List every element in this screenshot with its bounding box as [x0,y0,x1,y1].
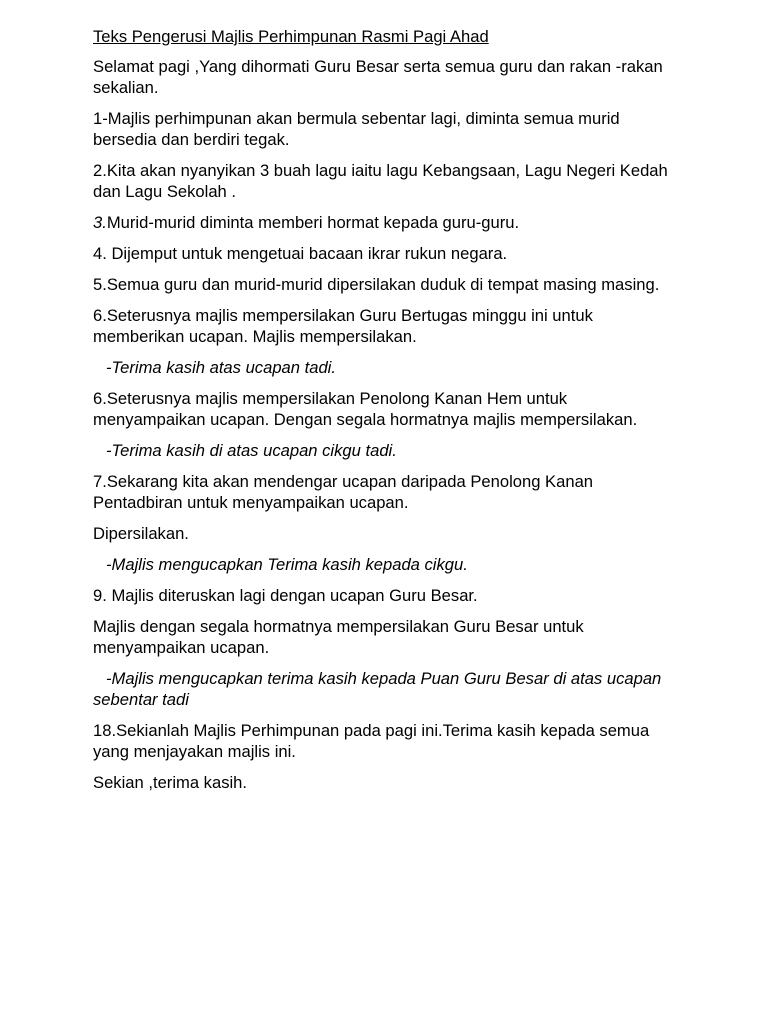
response-line-4: -Majlis mengucapkan terima kasih kepada Puan Guru Besar di atas ucapan sebentar tadi [93,669,662,709]
response-line-3: -Majlis mengucapkan Terima kasih kepada cikgu. [106,555,468,574]
paragraph-item-5: 5.Semua guru dan murid-murid dipersilakan duduk di tempat masing masing. [93,275,660,294]
paragraph-item-7: 7.Sekarang kita akan mendengar ucapan daripada Penolong Kanan Pentadbiran untuk menyampaikan ucapan. [93,472,594,512]
paragraph-item-18: 18.Sekianlah Majlis Perhimpunan pada pagi ini.Terima kasih kepada semua yang menjayakan majlis ini. [93,721,650,761]
document-title: Teks Pengerusi Majlis Perhimpunan Rasmi Pagi Ahad [93,27,489,46]
paragraph-item-6b: 6.Seterusnya majlis mempersilakan Penolong Kanan Hem untuk menyampaikan ucapan. Dengan segala hormatnya majlis mempersilakan. [93,389,638,429]
paragraph-item-1: 1-Majlis perhimpunan akan bermula sebentar lagi, diminta semua murid bersedia dan berdiri tegak. [93,109,620,149]
paragraph-item-3 [93,212,683,233]
paragraph-item-4: 4. Dijemput untuk mengetuai bacaan ikrar rukun negara. [93,244,508,263]
item-3-number: 3. [93,213,107,232]
item-3-text: Murid-murid diminta memberi hormat kepada guru-guru. [106,213,520,232]
paragraph-guru-besar-invite: Majlis dengan segala hormatnya mempersilakan Guru Besar untuk menyampaikan ucapan. [93,617,584,657]
response-line-1: -Terima kasih atas ucapan tadi. [106,358,336,377]
response-line-2: -Terima kasih di atas ucapan cikgu tadi. [106,441,397,460]
paragraph-item-6a: 6.Seterusnya majlis mempersilakan Guru Bertugas minggu ini untuk memberikan ucapan. Majlis mempersilakan. [93,306,593,346]
paragraph-invite: Dipersilakan. [93,524,189,543]
paragraph-item-9: 9. Majlis diteruskan lagi dengan ucapan Guru Besar. [93,586,478,605]
paragraph-closing: Sekian ,terima kasih. [93,773,248,792]
paragraph-greeting: Selamat pagi ,Yang dihormati Guru Besar serta semua guru dan rakan -rakan sekalian. [93,57,663,97]
paragraph-item-2: 2.Kita akan nyanyikan 3 buah lagu iaitu lagu Kebangsaan, Lagu Negeri Kedah dan Lagu Sekolah . [93,161,668,201]
document-page [93,26,683,803]
